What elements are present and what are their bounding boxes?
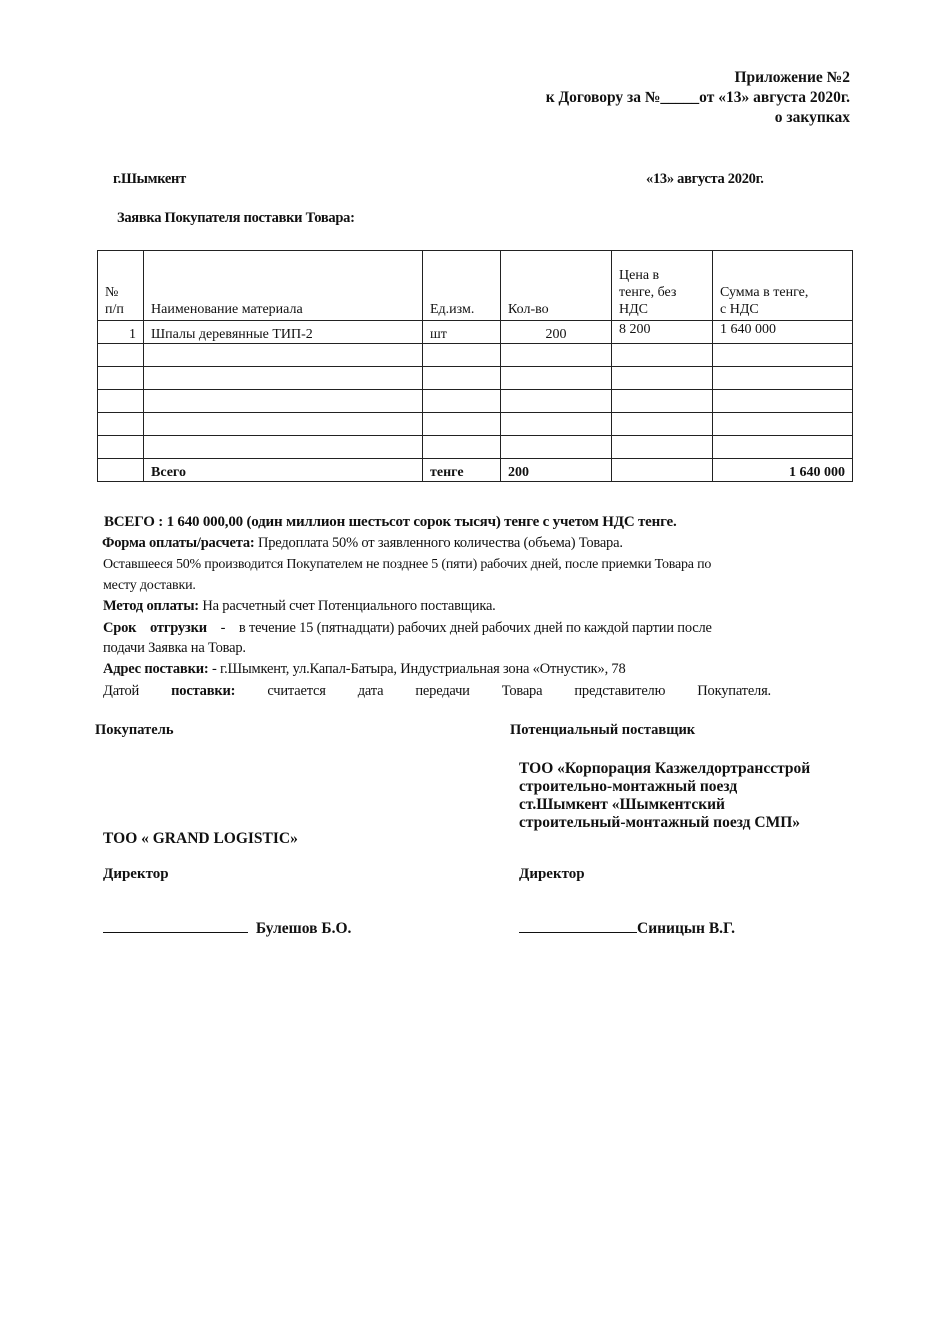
cell-unit: [423, 367, 501, 390]
delivery-address-line: [103, 661, 626, 678]
table-row: [98, 436, 853, 459]
col-price-header-line2: тенге, без: [619, 285, 677, 300]
cell-name: [144, 344, 423, 367]
payment-method-label: Метод оплаты:: [103, 598, 199, 614]
payment-method-line: [103, 598, 496, 615]
cell-unit: [423, 436, 501, 459]
total-num-cell: [98, 459, 144, 482]
delivery-address-value: - г.Шымкент, ул.Капал-Батыра, Индустриальная зона «Отнустик», 78: [208, 661, 626, 677]
cell-price: [612, 390, 713, 413]
request-title: Заявка Покупателя поставки Товара:: [117, 210, 355, 226]
supplier-position: Директор: [519, 866, 585, 882]
cell-sum: [713, 413, 853, 436]
shipment-value: в течение 15 (пятнадцати) рабочих дней рабочих дней по каждой партии после: [238, 620, 712, 636]
col-num-header-line1: №: [105, 285, 119, 300]
col-num-header-line2: п/п: [105, 302, 124, 317]
annex-contract-ref: к Договору за №_____от «13» августа 2020г.: [545, 89, 850, 106]
document-city: г.Шымкент: [113, 171, 186, 187]
supplier-company-line4: строительный-монтажный поезд СМП»: [519, 814, 801, 831]
cell-qty: [501, 344, 612, 367]
payment-form-label: Форма оплаты/расчета:: [102, 535, 255, 551]
supplier-signature-line: [519, 918, 735, 938]
items-table: [97, 250, 853, 482]
supplier-heading: Потенциальный поставщик: [510, 722, 696, 738]
total-label: Всего: [144, 459, 423, 482]
cell-price: [612, 367, 713, 390]
buyer-position: Директор: [103, 866, 169, 882]
table-header-row: [98, 251, 853, 321]
delivery-date-word: представителю: [574, 683, 666, 699]
total-sum: 1 640 000: [713, 459, 853, 482]
cell-unit: [423, 413, 501, 436]
cell-sum: [713, 344, 853, 367]
buyer-signature-line: [103, 918, 351, 938]
col-price-header-line1: Цена в: [619, 268, 660, 283]
table-row: [98, 344, 853, 367]
cell-num: [98, 390, 144, 413]
cell-name: [144, 367, 423, 390]
col-sum-header-line2: с НДС: [720, 302, 759, 317]
cell-sum: 1 640 000: [713, 321, 853, 344]
table-row: [98, 413, 853, 436]
cell-num: 1: [98, 321, 144, 344]
shipment-term-line2: подачи Заявка на Товар.: [103, 640, 246, 656]
total-amount-line: ВСЕГО : 1 640 000,00 (один миллион шестьсот сорок тысяч) тенге с учетом НДС тенге.: [104, 514, 677, 530]
col-unit-header: Ед.изм.: [423, 251, 501, 321]
cell-sum: [713, 367, 853, 390]
delivery-date-word: передачи: [415, 683, 470, 699]
cell-name: Шпалы деревянные ТИП-2: [144, 321, 423, 344]
payment-method-value: На расчетный счет Потенциального поставщика.: [198, 598, 496, 614]
cell-sum: [713, 390, 853, 413]
col-name-header: Наименование материала: [144, 251, 423, 321]
total-qty: 200: [501, 459, 612, 482]
cell-qty: [501, 413, 612, 436]
col-sum-header: [713, 251, 853, 321]
cell-num: [98, 344, 144, 367]
cell-name: [144, 390, 423, 413]
cell-unit: [423, 390, 501, 413]
cell-qty: [501, 367, 612, 390]
cell-price: 8 200: [612, 321, 713, 344]
delivery-date-word: поставки:: [171, 683, 236, 699]
cell-price: [612, 344, 713, 367]
cell-num: [98, 413, 144, 436]
payment-form-value: Предоплата 50% от заявленного количества (объема) Товара.: [254, 535, 623, 551]
shipment-label-dash: -: [220, 620, 226, 636]
col-sum-header-line1: Сумма в тенге,: [720, 285, 809, 300]
cell-num: [98, 367, 144, 390]
table-total-row: [98, 459, 853, 482]
supplier-company-line1: ТОО «Корпорация Казжелдортрансстрой: [519, 760, 811, 777]
supplier-signatory-name: Синицын В.Г.: [637, 920, 736, 937]
cell-unit: шт: [423, 321, 501, 344]
remaining-payment-line2: месту доставки.: [103, 578, 196, 593]
delivery-address-label: Адрес поставки:: [103, 661, 209, 677]
col-price-header: [612, 251, 713, 321]
payment-form-line: [102, 535, 623, 552]
table-row: [98, 367, 853, 390]
delivery-date-word: дата: [357, 683, 384, 699]
col-qty-header: Кол-во: [501, 251, 612, 321]
document-date: «13» августа 2020г.: [646, 171, 764, 187]
annex-title: Приложение №2: [734, 69, 850, 86]
buyer-signatory-name: Булешов Б.О.: [255, 920, 352, 937]
buyer-signature-blank: [103, 918, 248, 933]
supplier-company-line3: ст.Шымкент «Шымкентский: [519, 796, 725, 813]
cell-qty: [501, 390, 612, 413]
supplier-company-line2: строительно-монтажный поезд: [519, 778, 738, 795]
shipment-label-word1: Срок: [103, 620, 137, 636]
col-price-header-line3: НДС: [619, 302, 648, 317]
delivery-date-word: Датой: [103, 683, 140, 699]
total-unit: тенге: [423, 459, 501, 482]
buyer-company: ТОО « GRAND LOGISTIC»: [103, 830, 298, 847]
cell-unit: [423, 344, 501, 367]
cell-qty: 200: [501, 321, 612, 344]
supplier-signature-blank: [519, 918, 637, 933]
cell-price: [612, 436, 713, 459]
buyer-heading: Покупатель: [95, 722, 174, 738]
delivery-date-word: Товара: [501, 683, 543, 699]
annex-subject: о закупках: [774, 109, 850, 126]
total-price: [612, 459, 713, 482]
table-row: [98, 321, 853, 344]
cell-num: [98, 436, 144, 459]
shipment-term-line1: [103, 620, 712, 637]
cell-name: [144, 436, 423, 459]
supplier-company: [519, 760, 810, 832]
annex-header: [546, 68, 850, 128]
table-row: [98, 390, 853, 413]
delivery-date-line: [103, 683, 771, 700]
delivery-date-word: Покупателя.: [697, 683, 771, 699]
cell-sum: [713, 436, 853, 459]
cell-price: [612, 413, 713, 436]
cell-name: [144, 413, 423, 436]
remaining-payment-line1: Оставшееся 50% производится Покупателем не позднее 5 (пяти) рабочих дней, после приемки Товара по: [103, 557, 712, 572]
cell-qty: [501, 436, 612, 459]
col-num-header: [98, 251, 144, 321]
delivery-date-word: считается: [267, 683, 326, 699]
shipment-label-word2: отгрузки: [150, 620, 207, 636]
